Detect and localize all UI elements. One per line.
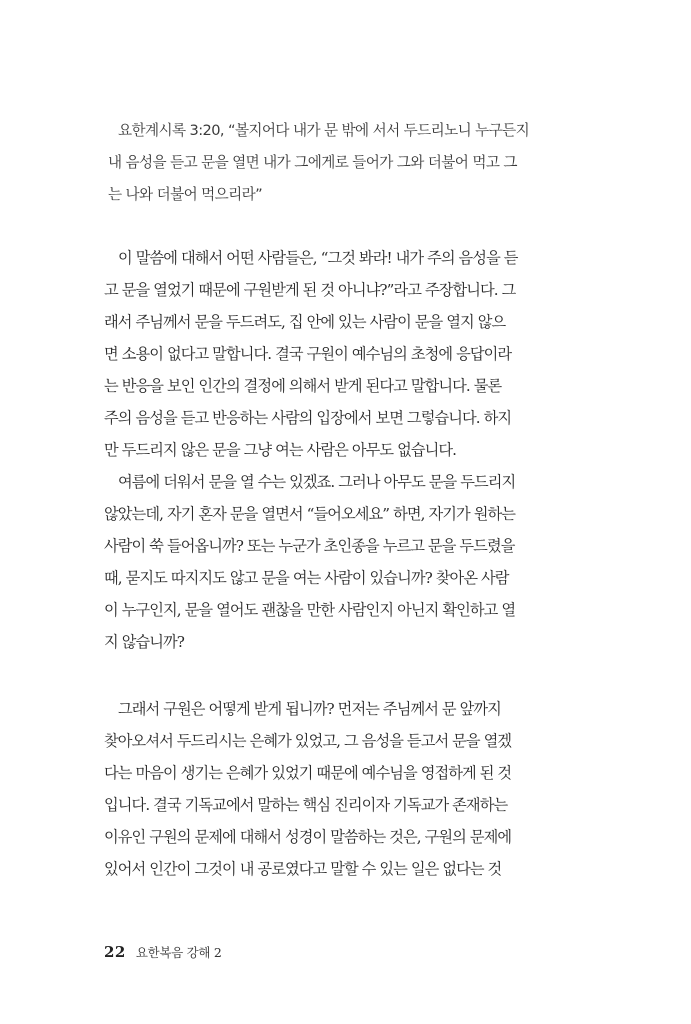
paragraph-line: 다는 마음이 생기는 은혜가 있었기 때문에 예수님을 영접하게 된 것: [104, 764, 512, 782]
paragraph-line: 입니다. 결국 기독교에서 말하는 핵심 진리이자 기독교가 존재하는: [104, 796, 508, 814]
running-title: 요한복음 강해 2: [135, 945, 222, 960]
paragraph-line: 않았는데, 자기 혼자 문을 열면서 “들어오세요” 하면, 자기가 원하는: [104, 505, 516, 523]
paragraph-line: 이 누구인지, 문을 열어도 괜찮을 만한 사람인지 아닌지 확인하고 열: [104, 601, 516, 619]
paragraph-line: 면 소용이 없다고 말합니다. 결국 구원이 예수님의 초청에 응답이라: [104, 345, 512, 363]
page-footer: [104, 943, 222, 963]
body-paragraph-1: [104, 242, 572, 466]
paragraph-line: 래서 주님께서 문을 두드려도, 집 안에 있는 사람이 문을 열지 않으: [104, 313, 506, 331]
paragraph-line: 사람이 쑥 들어옵니까? 또는 누군가 초인종을 누르고 문을 두드렸을: [104, 537, 515, 555]
paragraph-line: 지 않습니까?: [104, 633, 185, 651]
scripture-quote: [108, 115, 570, 211]
paragraph-line: 이 말씀에 대해서 어떤 사람들은, “그것 봐라! 내가 주의 음성을 듣: [118, 249, 518, 267]
paragraph-line: 이유인 구원의 문제에 대해서 성경이 말씀하는 것은, 구원의 문제에: [104, 828, 512, 846]
paragraph-line: 여름에 더워서 문을 열 수는 있겠죠. 그러나 아무도 문을 두드리지: [118, 473, 516, 491]
paragraph-line: 그래서 구원은 어떻게 받게 됩니까? 먼저는 주님께서 문 앞까지: [118, 700, 501, 718]
page-number: 22: [104, 943, 126, 961]
quote-line: 내 음성을 듣고 문을 열면 내가 그에게로 들어가 그와 더불어 먹고 그: [108, 154, 517, 171]
quote-line: 요한계시록 3:20, “볼지어다 내가 문 밖에 서서 두드리노니 누구든지: [118, 122, 530, 139]
paragraph-line: 주의 음성을 듣고 반응하는 사람의 입장에서 보면 그렇습니다. 하지: [104, 409, 512, 427]
paragraph-line: 있어서 인간이 그것이 내 공로였다고 말할 수 있는 일은 없다는 것: [104, 860, 502, 878]
paragraph-line: 만 두드리지 않은 문을 그냥 여는 사람은 아무도 없습니다.: [104, 441, 457, 459]
body-paragraph-2: [104, 466, 572, 658]
paragraph-line: 때, 묻지도 따지지도 않고 문을 여는 사람이 있습니까? 찾아온 사람: [104, 569, 509, 587]
body-paragraph-3: [104, 693, 572, 885]
quote-line: 는 나와 더불어 먹으리라”: [108, 186, 263, 203]
paragraph-line: 고 문을 열었기 때문에 구원받게 된 것 아니냐?”라고 주장합니다. 그: [104, 281, 516, 299]
paragraph-line: 찾아오셔서 두드리시는 은혜가 있었고, 그 음성을 듣고서 문을 열겠: [104, 732, 512, 750]
paragraph-line: 는 반응을 보인 인간의 결정에 의해서 받게 된다고 말합니다. 물론: [104, 377, 502, 395]
